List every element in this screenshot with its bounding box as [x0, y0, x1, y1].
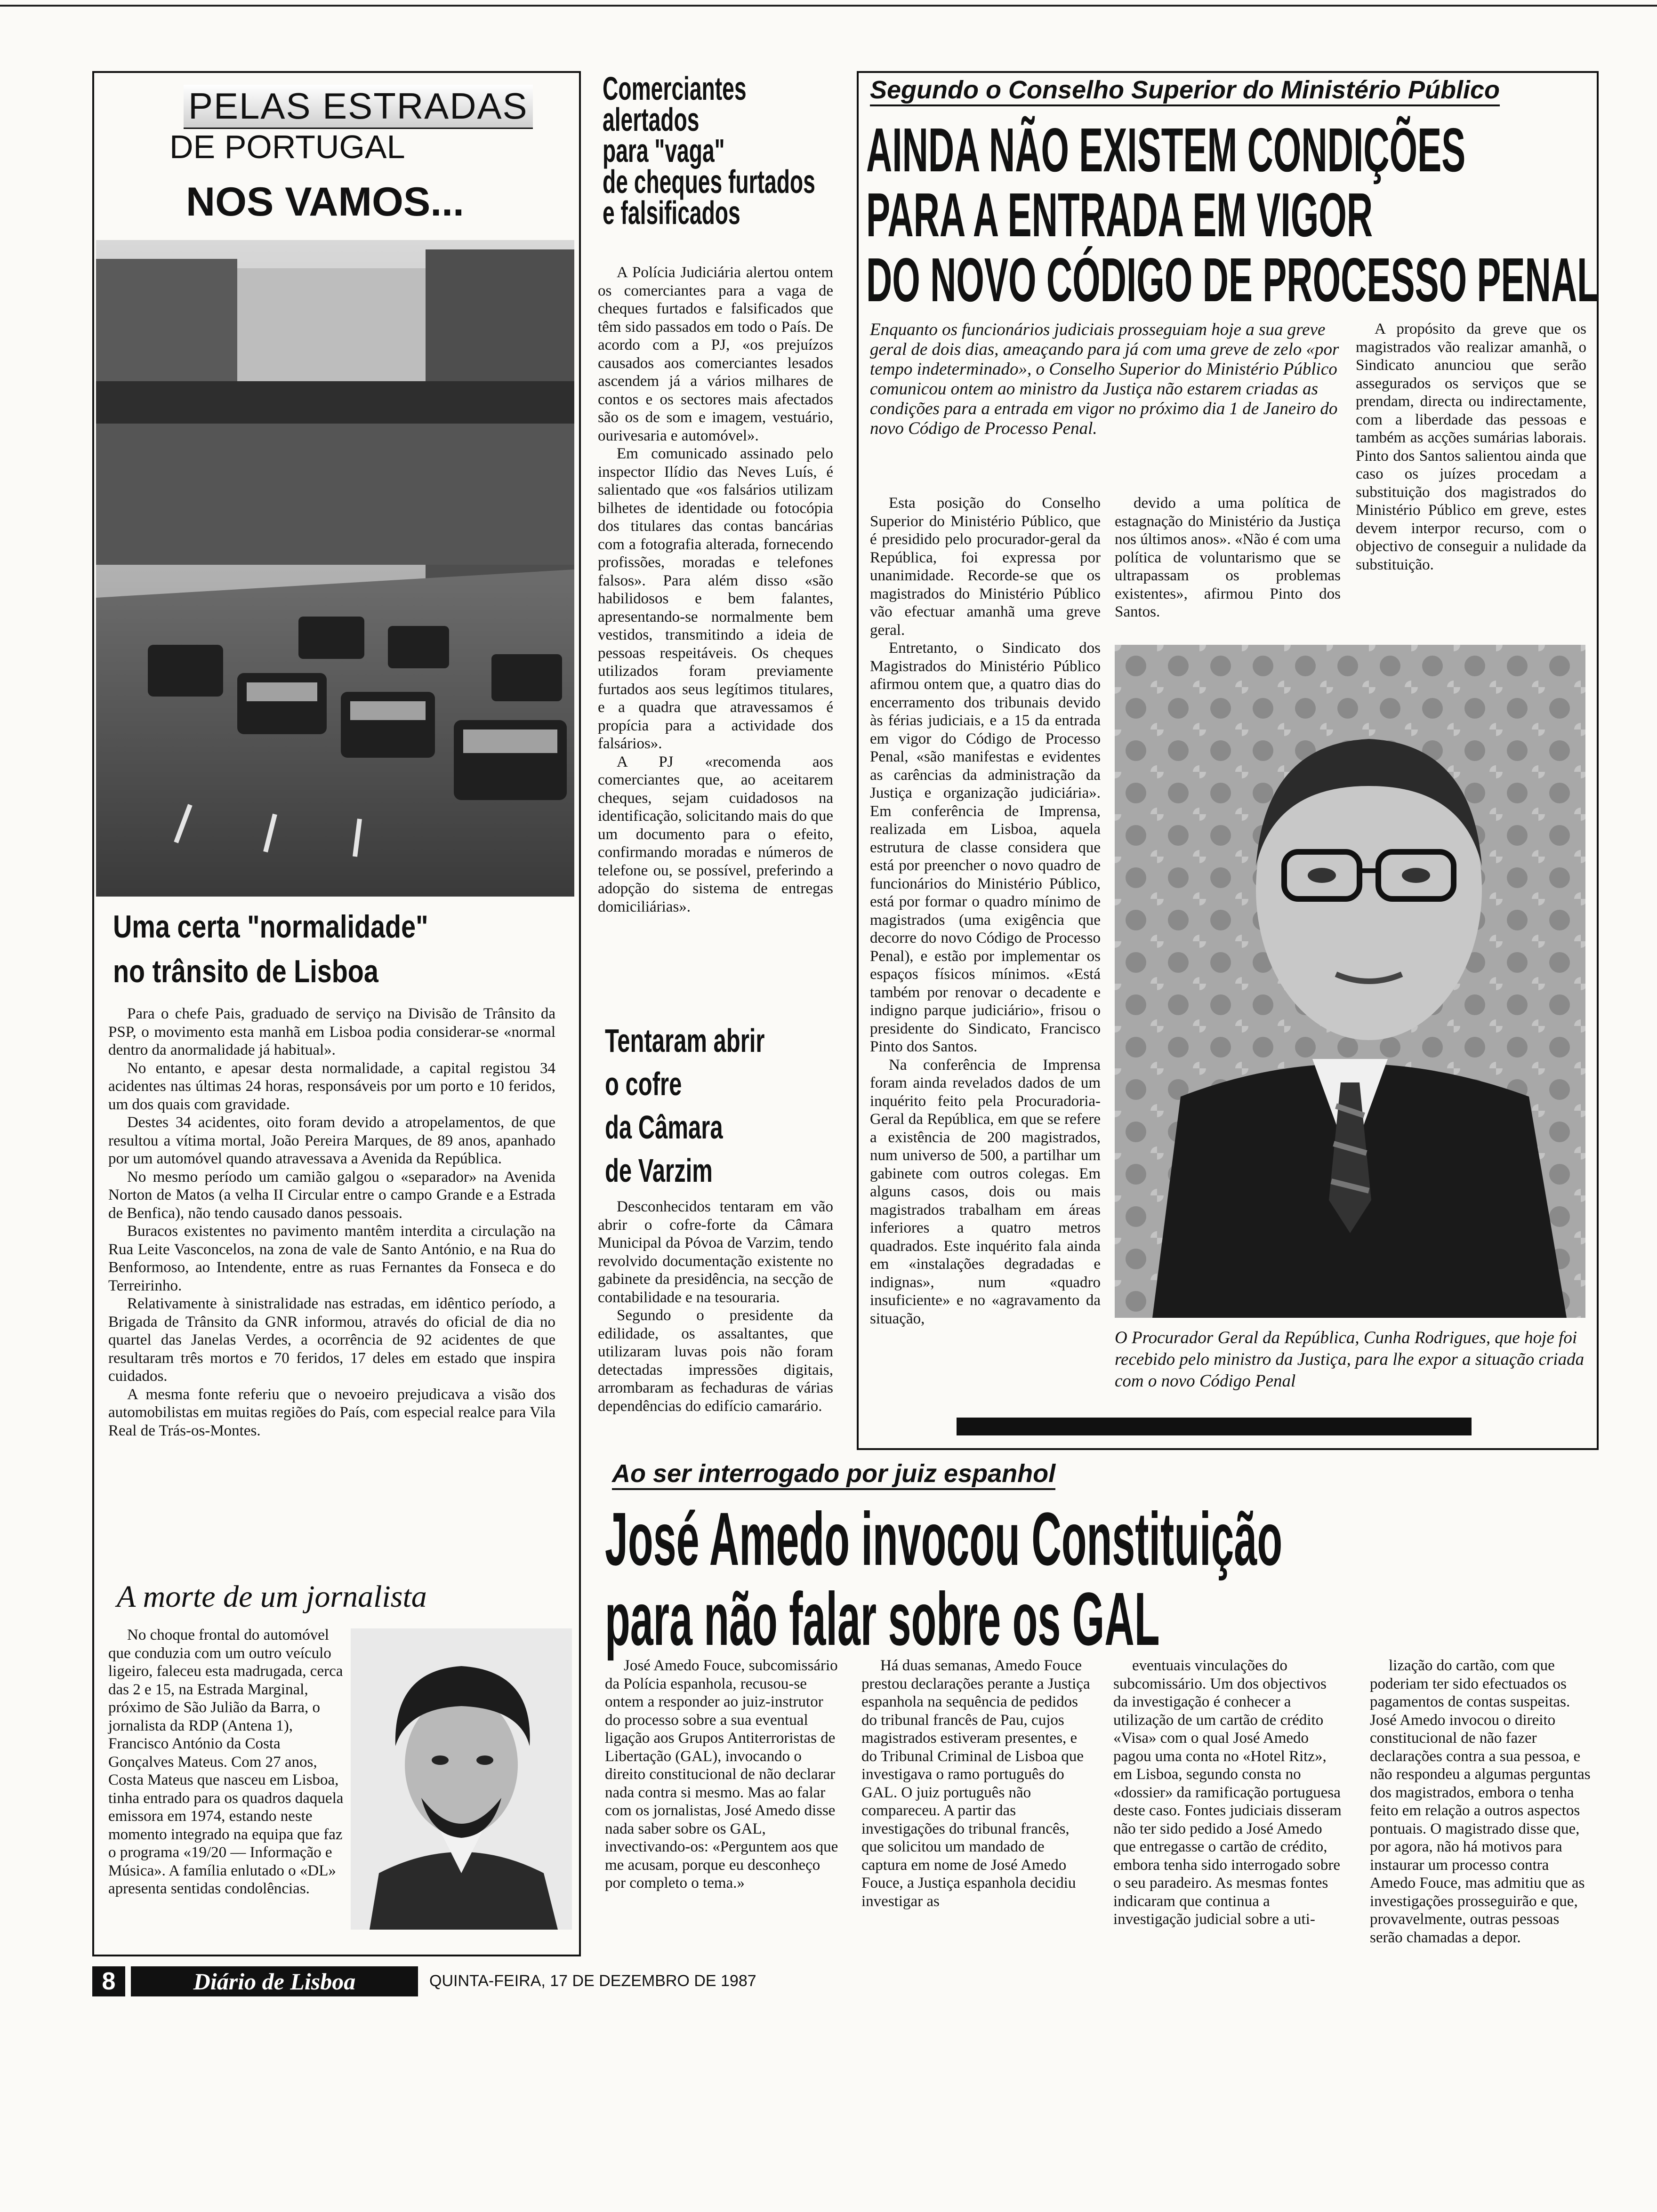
bottom-col-1	[605, 1657, 840, 1953]
paragraph: devido a uma política de estagnação do Ministério da Justiça nos últimos anos». «Não é com uma política de voluntarismo que se ultrapassam os problemas existentes», afirmou Pinto dos Santos.	[1115, 495, 1341, 620]
paragraph: No entanto, e apesar desta normalidade, a capital registou 34 acidentes nas últimas 24 horas, responsáveis por um porto e 10 feridos, um dos quais com gravidade.	[108, 1059, 555, 1113]
paragraph: Desconhecidos tentaram em vão abrir o cofre-forte da Câmara Municipal da Póvoa de Varzim, tendo revolvido documentação existente no gabinete da presidência, na secção de contabilidade e na tesouraria.	[598, 1198, 833, 1306]
paragraph: A PJ «recomenda aos comerciantes que, ao aceitarem cheques, sejam cuidadosos na identificação, solicitando mais do que um documento para o efeito, confirmando moradas e números de telefone ou, se possível, preferindo a adopção do sistema de entregas domiciliárias».	[598, 753, 833, 915]
paragraph: Há duas semanas, Amedo Fouce prestou declarações perante a Justiça espanhola na sequência de pedidos do tribunal francês de Pau, cujos magistrados estiveram presentes, e do Tribunal Criminal de Lisboa que investigava o ramo português do GAL. O juiz português não compareceu. A partir das investigações do tribunal francês, que solicitou um mandado de captura em nome de José Amedo Fouce, a Justiça espanhola decidiu investigar as	[861, 1657, 1090, 1910]
headline-line: alertados	[603, 101, 700, 138]
paragraph: No choque frontal do automóvel que conduzia com um outro veículo ligeiro, faleceu esta madrugada, cerca das 2 e 15, na Estrada Marginal, próximo de São Julião da Barra, o jornalista da RDP (Antena 1), Francisco António da Costa Gonçalves Mateus. Com 27 anos, Costa Mateus que nasceu em Lisboa, tinha entrado para os quadros daquela emissora em 1974, estando neste momento integrado na equipa que faz o programa «19/20 — Informação e Música». A família enlutado o «DL» apresenta sentidas condolências.	[108, 1627, 344, 1897]
middle-headline-2	[605, 1019, 831, 1192]
top-right-col-b	[1115, 494, 1341, 635]
top-right-headline	[866, 115, 1599, 314]
varzim-article-body	[598, 1198, 833, 1461]
headline-line: AINDA NÃO EXISTEM CONDIÇÕES	[866, 115, 1466, 184]
obituary-body	[108, 1626, 344, 1937]
paragraph: Para o chefe Pais, graduado de serviço na Divisão de Trânsito da PSP, o movimento esta manhã em Lisboa podia considerar-se «normal dentro da anormalidade já habitual».	[108, 1005, 555, 1058]
top-right-kicker: Segundo o Conselho Superior do Ministério Público	[870, 75, 1500, 106]
top-right-col-a	[870, 494, 1101, 1426]
traffic-photo-graphic	[96, 240, 574, 897]
bottom-right-kicker: Ao ser interrogado por juiz espanhol	[612, 1459, 1055, 1490]
banner-line-2: DE PORTUGAL	[169, 128, 405, 165]
top-right-lead: Enquanto os funcionários judiciais prosseguiam hoje a sua greve geral de dois dias, ameaçando para já com uma greve de zelo «por tempo indeterminado», o Conselho Superior do Ministério Público comunicou ontem ao ministro da Justiça não estarem criadas as condições para a entrada em vigor no próximo dia 1 de Janeiro do novo Código de Processo Penal.	[870, 320, 1339, 438]
footer-date: QUINTA-FEIRA, 17 DE DEZEMBRO DE 1987	[429, 1972, 756, 1990]
left-article-body	[108, 1005, 555, 1572]
journalist-photo	[351, 1628, 572, 1930]
headline-line: PARA A ENTRADA EM VIGOR	[866, 180, 1373, 249]
paragraph: Relativamente à sinistralidade nas estradas, em idêntico período, a Brigada de Trânsito da GNR informou, através do oficial de dia no quartel das Janelas Verdes, a ocorrência de 92 acidentes de que resultaram três mortos e 70 feridos, 17 deles em estado que inspira cuidados.	[108, 1295, 555, 1385]
headline-line: para "vaga"	[603, 132, 725, 169]
headline-line: José Amedo invocou Constituição	[605, 1497, 1283, 1581]
bottom-col-4	[1370, 1657, 1596, 1958]
traffic-photo	[96, 240, 574, 897]
paragraph: Entretanto, o Sindicato dos Magistrados do Ministério Público afirmou ontem que, a quatro dias do encerramento dos tribunais devido às férias judiciais, e a 15 da entrada em vigor do Código de Processo Penal, «são manifestas e evidentes as carências da administração da Justiça e organização judiciária». Em conferência de Imprensa, realizada em Lisboa, aquela estrutura de classe considera que está por preencher o novo quadro de funcionários do Ministério Público, está por formar o quadro mínimo de magistrados (uma exigência que decorre do novo Código de Processo Penal), e estão por implementar os espaços físicos mínimos. «Está também por renovar o decadente e indigno parque judiciário», frisou o presidente do Sindicato, Francisco Pinto dos Santos.	[870, 640, 1101, 1055]
paragraph: A mesma fonte referiu que o nevoeiro prejudicava a visão dos automobilistas em muitas regiões do País, com especial realce para Vila Real de Trás-os-Montes.	[108, 1386, 555, 1439]
page-number: 8	[102, 1968, 116, 1995]
headline-line: DO NOVO CÓDIGO DE PROCESSO PENAL	[866, 245, 1599, 314]
bottom-col-3	[1113, 1657, 1344, 1958]
paragraph: Destes 34 acidentes, oito foram devido a atropelamentos, de que resultou a vítima mortal, João Pereira Marques, de 89 anos, apanhado por um automóvel quando atravessava a Avenida da República.	[108, 1114, 555, 1167]
paragraph: Em comunicado assinado pelo inspector Ilídio das Neves Luís, é salientado que «os falsários utilizam bilhetes de identidade ou fotocópia dos titulares das contas bancárias com a fotografia alterada, fornecendo profissões, moradas e telefones falsos». Para além disso «são habilidosos e bem falantes, apresentando-se normalmente bem vestidos, transmitindo a ideia de pessoas respeitáveis. Os cheques utilizados foram previamente furtados aos seus legítimos titulares, e a quadra que atravessamos é propícia para a actividade dos falsários».	[598, 445, 833, 752]
left-subhead-1: Uma certa "normalidade"	[113, 909, 428, 945]
procurador-caption: O Procurador Geral da República, Cunha Rodrigues, que hoje foi recebido pelo ministro da Justiça, para lhe expor a situação criada com o novo Código Penal	[1115, 1328, 1585, 1391]
paragraph: A propósito da greve que os magistrados vão realizar amanhã, o Sindicato anunciou que serão assegurados os serviços que se prendam, directa ou indirectamente, com a liberdade das pessoas e também as acções sumárias laborais. Pinto dos Santos salientou ainda que caso os juízes procedam a substituição dos magistrados do Ministério Público em greve, estes devem interpor recurso, com o objectivo de conseguir a nulidade da substituição.	[1356, 321, 1586, 573]
paragraph: No mesmo período um camião galgou o «separador» na Avenida Norton de Matos (a velha II Circular entre o campo Grande e a Estrada de Benfica), não tendo causado danos pessoais.	[108, 1168, 555, 1222]
top-rule	[0, 5, 1657, 7]
footer-masthead: Diário de Lisboa	[131, 1966, 418, 1996]
headline-line: Tentaram abrir	[605, 1022, 765, 1059]
banner-line-1: PELAS ESTRADAS	[184, 85, 533, 129]
footer-page-box	[92, 1966, 125, 1996]
paragraph: lização do cartão, com que poderiam ter sido efectuados os pagamentos de contas suspeitas. José Amedo invocou o direito constitucional de não fazer declarações contra a sua pessoa, e não respondeu a algumas perguntas dos magistrados, embora o tenha feito em relação a outros aspectos pontuais. O magistrado disse que, por agora, não há motivos para instaurar um processo contra Amedo Fouce, mas admitiu que as investigações prosseguirão e que, provavelmente, outras pessoas serão chamadas a depor.	[1370, 1657, 1591, 1946]
bottom-col-2	[861, 1657, 1092, 1958]
paragraph: Esta posição do Conselho Superior do Ministério Público, que é presidido pelo procurador-geral da República, foi expressa por unanimidade. Recorde-se que os magistrados do Ministério Público vão efectuar amanhã uma greve geral.	[870, 495, 1101, 639]
paragraph: Na conferência de Imprensa foram ainda revelados dados de um inquérito feito pela Procuradoria-Geral da República, em que se refere a existência de 200 magistrados, num universo de 500, a partilhar um gabinete com outros colegas. Em alguns casos, dois ou mais magistrados trabalham em áreas inferiores a quatro metros quadrados. Este inquérito fala ainda em «instalações degradadas e indignas», num «quadro insuficiente» e no «agravamento da situação,	[870, 1056, 1101, 1327]
headline-line: e falsificados	[603, 194, 740, 231]
headline-line: de cheques furtados	[603, 163, 815, 200]
paragraph: Buracos existentes no pavimento mantêm interdita a circulação na Rua Leite Vasconcelos, na zona de vale de Santo António, e na Rua do Benformoso, ao Intendente, entre as ruas Fernantes da Fonseca e do Terreirinho.	[108, 1223, 555, 1294]
paragraph: Segundo o presidente da edilidade, os assaltantes, que utilizaram luvas pois não foram detectadas impressões digitais, arrombaram as fechaduras de várias dependências do edifício camarário.	[598, 1307, 833, 1415]
left-banner	[141, 85, 527, 240]
headline-line: de Varzim	[605, 1152, 713, 1189]
bottom-right-headline	[605, 1499, 1593, 1659]
middle-headline-1	[603, 70, 847, 231]
cheques-article-body	[598, 264, 833, 998]
left-subhead-2: no trânsito de Lisboa	[113, 954, 378, 989]
headline-line: da Câmara	[605, 1109, 723, 1146]
top-right-bottom-bar	[957, 1418, 1472, 1435]
top-right-col-c	[1356, 320, 1586, 631]
paragraph: A Polícia Judiciária alertou ontem os comerciantes para a vaga de cheques furtados e falsificados que têm sido passados em todo o País. De acordo com a PJ, «os prejuízos causados aos comerciantes lesados ascendem já a vários milhares de contos e os sectores mais afectados são os de som e imagem, vestuário, ourivesaria e automóvel».	[598, 264, 833, 444]
procurador-photo	[1115, 645, 1585, 1318]
banner-line-3: NOS VAMOS...	[186, 179, 464, 224]
paragraph: eventuais vinculações do subcomissário. Um dos objectivos da investigação é conhecer a utilização de um cartão de crédito «Visa» com o qual José Amedo pagou uma conta no «Hotel Ritz», em Lisboa, segundo consta no «dossier» da ramificação portuguesa deste caso. Fontes judiciais disseram não ter sido pedido a José Amedo que entregasse o cartão de crédito, embora tenha sido interrogado sobre o seu paradeiro. As mesmas fontes indicaram que continua a investigação judicial sobre a uti-	[1113, 1657, 1342, 1928]
journalist-portrait	[351, 1628, 572, 1930]
headline-line: para não falar sobre os GAL	[605, 1577, 1160, 1661]
procurador-portrait	[1115, 645, 1585, 1318]
paragraph: José Amedo Fouce, subcomissário da Polícia espanhola, recusou-se ontem a responder ao juiz-instrutor do processo sobre a sua eventual ligação aos Grupos Antiterroristas de Libertação (GAL), invocando o direito constitucional de não declarar nada contra si mesmo. Mas ao falar com os jornalistas, José Amedo disse nada saber sobre os GAL, invectivando-os: «Perguntem aos que me acusam, porque eu desconheço por completo o tema.»	[605, 1657, 838, 1891]
headline-line: o cofre	[605, 1066, 682, 1102]
obituary-title: A morte de um jornalista	[117, 1579, 427, 1614]
headline-line: Comerciantes	[603, 70, 747, 107]
